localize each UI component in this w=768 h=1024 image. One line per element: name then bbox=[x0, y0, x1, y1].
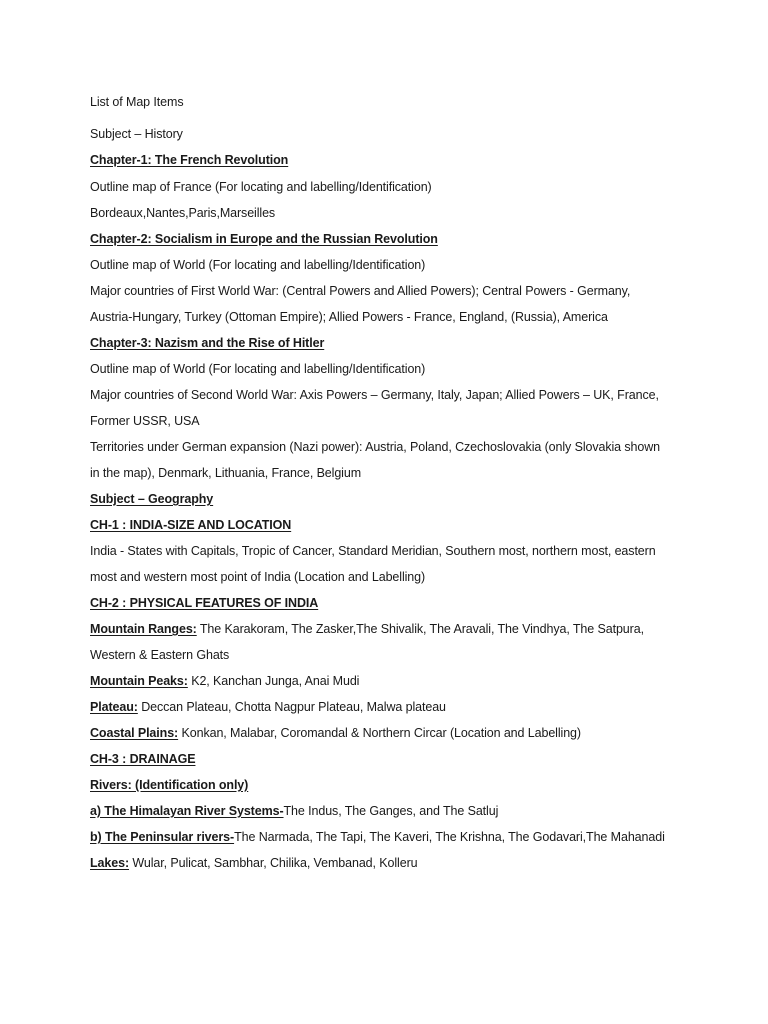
history-ch3-line2: Major countries of Second World War: Axis Powers – Germany, Italy, Japan; Allied Powers – UK, France, bbox=[90, 388, 659, 402]
geography-ch1-heading: CH-1 : INDIA-SIZE AND LOCATION bbox=[90, 518, 292, 532]
coastal-plains-line bbox=[90, 725, 581, 741]
geography-ch2-heading: CH-2 : PHYSICAL FEATURES OF INDIA bbox=[90, 596, 319, 610]
mountain-peaks-line bbox=[90, 673, 359, 689]
history-subject: Subject – History bbox=[90, 127, 183, 141]
history-ch3-line5: in the map), Denmark, Lithuania, France, Belgium bbox=[90, 466, 362, 480]
mountain-ranges-text: The Karakoram, The Zasker,The Shivalik, The Aravali, The Vindhya, The Satpura, bbox=[196, 622, 644, 636]
geography-subject: Subject – Geography bbox=[90, 492, 214, 506]
mountain-peaks-label: Mountain Peaks: bbox=[90, 674, 188, 688]
rivers-label: Rivers: (Identification only) bbox=[90, 778, 249, 792]
history-ch1-line1: Outline map of France (For locating and labelling/Identification) bbox=[90, 180, 432, 194]
himalayan-label: a) The Himalayan River Systems- bbox=[90, 804, 284, 818]
himalayan-text: The Indus, The Ganges, and The Satluj bbox=[283, 804, 499, 818]
lakes-text: Wular, Pulicat, Sambhar, Chilika, Vembanad, Kolleru bbox=[129, 856, 418, 870]
history-ch2-line3: Austria-Hungary, Turkey (Ottoman Empire); Allied Powers - France, England, (Russia), America bbox=[90, 310, 608, 324]
plateau-text: Deccan Plateau, Chotta Nagpur Plateau, Malwa plateau bbox=[137, 700, 446, 714]
history-ch1-line2: Bordeaux,Nantes,Paris,Marseilles bbox=[90, 206, 276, 220]
geography-ch3-heading: CH-3 : DRAINAGE bbox=[90, 752, 196, 766]
plateau-line bbox=[90, 699, 446, 715]
document-title: List of Map Items bbox=[90, 95, 184, 109]
mountain-ranges-label: Mountain Ranges: bbox=[90, 622, 197, 636]
lakes-label: Lakes: bbox=[90, 856, 130, 870]
history-ch3-line4: Territories under German expansion (Nazi power): Austria, Poland, Czechoslovakia (only Slovakia shown bbox=[90, 440, 661, 454]
history-ch2-line2: Major countries of First World War: (Central Powers and Allied Powers); Central Powers - Germany, bbox=[90, 284, 631, 298]
mountain-peaks-text: K2, Kanchan Junga, Anai Mudi bbox=[187, 674, 360, 688]
history-ch3-line3: Former USSR, USA bbox=[90, 414, 200, 428]
himalayan-line bbox=[90, 803, 498, 819]
geography-ch1-line2: most and western most point of India (Location and Labelling) bbox=[90, 570, 426, 584]
history-ch2-line1: Outline map of World (For locating and labelling/Identification) bbox=[90, 258, 426, 272]
mountain-ranges-line2: Western & Eastern Ghats bbox=[90, 648, 230, 662]
history-ch2-heading: Chapter-2: Socialism in Europe and the Russian Revolution bbox=[90, 232, 438, 246]
history-ch3-line1: Outline map of World (For locating and labelling/Identification) bbox=[90, 362, 426, 376]
peninsular-text: The Narmada, The Tapi, The Kaveri, The Krishna, The Godavari,The Mahanadi bbox=[234, 830, 665, 844]
geography-ch1-line1: India - States with Capitals, Tropic of Cancer, Standard Meridian, Southern most, northern most, eastern bbox=[90, 544, 656, 558]
mountain-ranges-line bbox=[90, 621, 644, 637]
history-ch3-heading: Chapter-3: Nazism and the Rise of Hitler bbox=[90, 336, 325, 350]
peninsular-line bbox=[90, 829, 665, 845]
plateau-label: Plateau: bbox=[90, 700, 138, 714]
history-ch1-heading: Chapter-1: The French Revolution bbox=[90, 153, 289, 167]
coastal-plains-text: Konkan, Malabar, Coromandal & Northern Circar (Location and Labelling) bbox=[178, 726, 581, 740]
lakes-line bbox=[90, 855, 418, 871]
coastal-plains-label: Coastal Plains: bbox=[90, 726, 179, 740]
peninsular-label: b) The Peninsular rivers- bbox=[90, 830, 235, 844]
